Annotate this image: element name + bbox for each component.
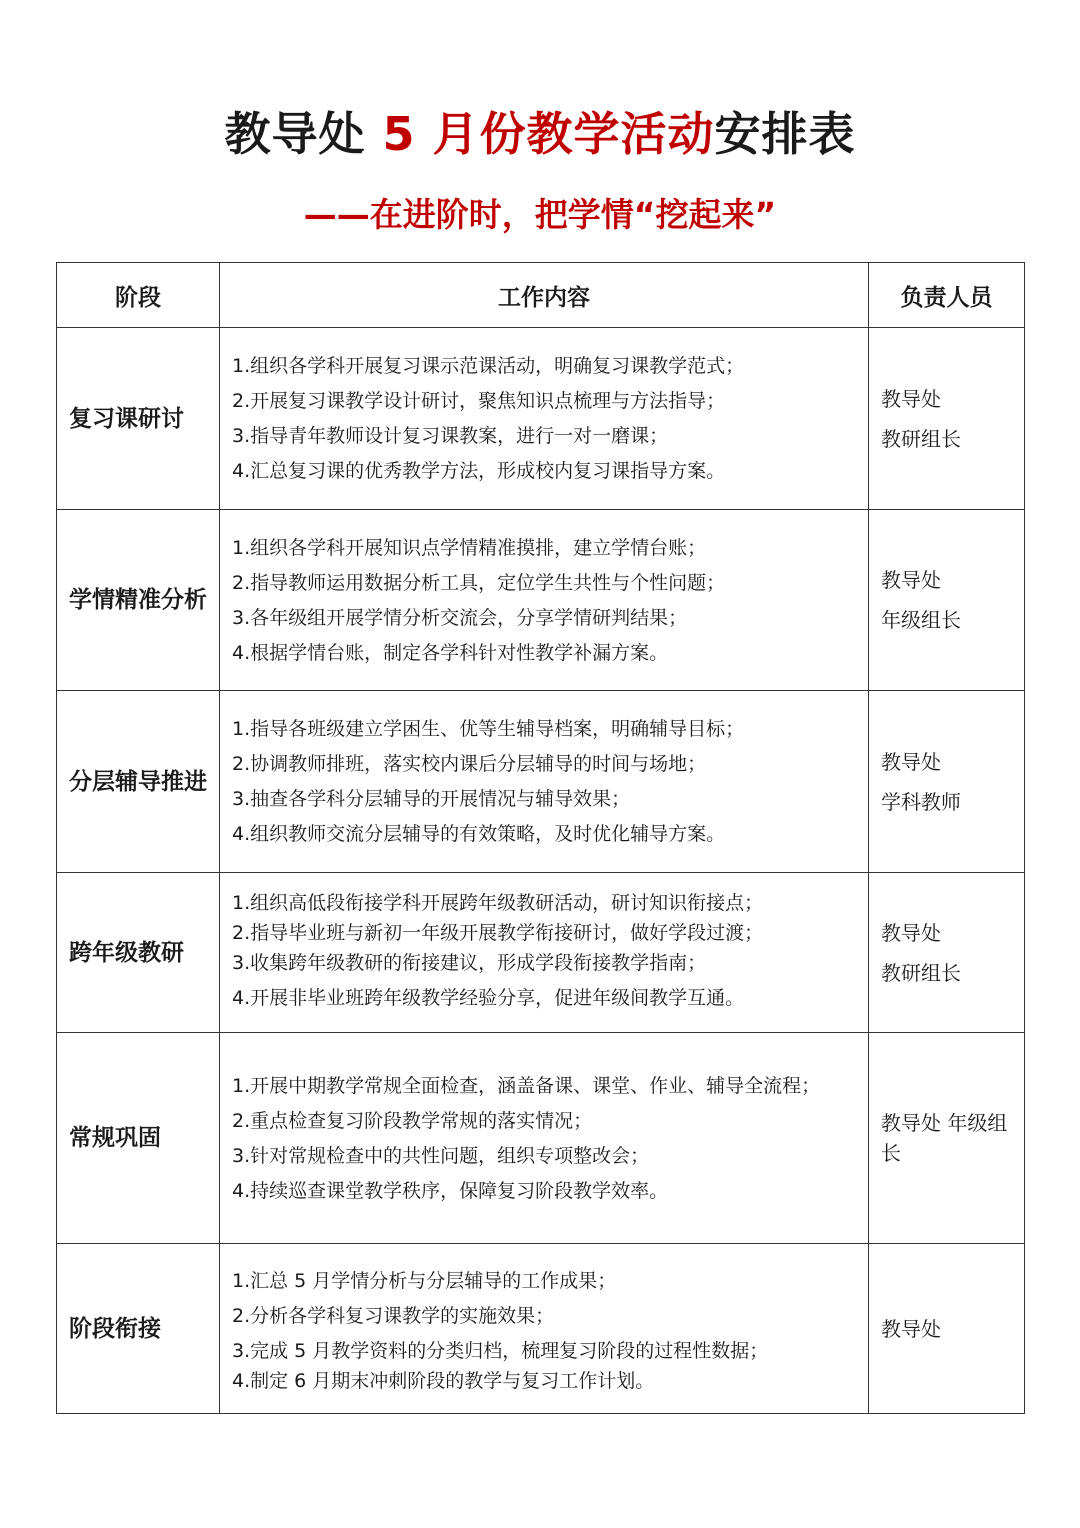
header-stage: 阶段: [57, 263, 220, 328]
task-item: 1.汇总 5 月学情分析与分层辅导的工作成果；: [232, 1270, 617, 1292]
owner-cell: [869, 510, 1025, 691]
task-item: 1.开展中期教学常规全面检查，涵盖备课、课堂、作业、辅导全流程；: [232, 1074, 821, 1097]
task-item: 1.指导各班级建立学困生、优等生辅导档案，明确辅导目标；: [232, 718, 745, 740]
task-item: 3.针对常规检查中的共性问题，组织专项整改会；: [232, 1144, 650, 1167]
task-item: 2.分析各学科复习课教学的实施效果；: [232, 1305, 555, 1327]
task-item: 1.组织各学科开展复习课示范课活动，明确复习课教学范式；: [232, 355, 745, 377]
stage-cell: 跨年级教研: [57, 873, 220, 1033]
task-item: 4.根据学情台账，制定各学科针对性教学补漏方案。: [232, 641, 669, 664]
task-item: 2.重点检查复习阶段教学常规的落实情况；: [232, 1109, 593, 1132]
table-header-row: [57, 263, 1025, 328]
stage-cell: 分层辅导推进: [57, 691, 220, 873]
owner-name: 教研组长: [881, 426, 961, 451]
stage-cell: 阶段衔接: [57, 1244, 220, 1414]
table-row: [57, 328, 1025, 510]
title-prefix: 教导处: [224, 107, 383, 161]
content-cell: [220, 873, 869, 1033]
table-row: [57, 1244, 1025, 1414]
owner-name: 教导处: [881, 1316, 941, 1341]
title-highlight: 5 月份教学活动: [382, 107, 715, 161]
title-suffix: 安排表: [714, 107, 856, 161]
content-cell: [220, 691, 869, 873]
owner-cell: [869, 1244, 1025, 1414]
owner-cell: [869, 1033, 1025, 1244]
content-cell: [220, 1244, 869, 1414]
table-row: [57, 1033, 1025, 1244]
task-item: 3.完成 5 月教学资料的分类归档，梳理复习阶段的过程性数据；: [232, 1340, 769, 1362]
owner-cell: [869, 873, 1025, 1033]
owner-name: 年级组长: [881, 608, 961, 632]
task-item: 4.开展非毕业班跨年级教学经验分享，促进年级间教学互通。: [232, 986, 745, 1009]
owner-name: 教研组长: [881, 960, 961, 985]
task-item: 3.指导青年教师设计复习课教案，进行一对一磨课；: [232, 425, 669, 447]
task-item: 2.指导毕业班与新初一年级开展教学衔接研讨，做好学段过渡；: [232, 921, 764, 944]
task-item: 3.各年级组开展学情分析交流会，分享学情研判结果；: [232, 606, 688, 629]
page-title: [0, 102, 1080, 166]
owner-name: 教导处: [881, 920, 941, 945]
task-item: 1.组织各学科开展知识点学情精准摸排，建立学情台账；: [232, 536, 707, 559]
task-item: 4.组织教师交流分层辅导的有效策略，及时优化辅导方案。: [232, 823, 726, 845]
page-subtitle: ——在进阶时，把学情“挖起来”: [303, 195, 777, 234]
stage-cell: 复习课研讨: [57, 328, 220, 510]
stage-cell: 学情精准分析: [57, 510, 220, 691]
content-cell: [220, 1033, 869, 1244]
owner-name: 教导处: [881, 749, 941, 774]
owner-name: 教导处: [881, 568, 941, 592]
content-cell: [220, 510, 869, 691]
table-row: [57, 691, 1025, 873]
owner-name: 教导处: [881, 386, 941, 411]
task-item: 2.开展复习课教学设计研讨，聚焦知识点梳理与方法指导；: [232, 390, 726, 412]
task-item: 4.汇总复习课的优秀教学方法，形成校内复习课指导方案。: [232, 460, 726, 482]
stage-cell: 常规巩固: [57, 1033, 220, 1244]
table-row: [57, 873, 1025, 1033]
table-row: [57, 510, 1025, 691]
schedule-table: [56, 262, 1025, 1414]
task-item: 2.指导教师运用数据分析工具，定位学生共性与个性问题；: [232, 571, 726, 594]
task-item: 4.制定 6 月期末冲刺阶段的教学与复习工作计划。: [232, 1370, 655, 1392]
header-content: 工作内容: [220, 263, 869, 328]
header-owner: 负责人员: [869, 263, 1025, 328]
owner-name: 教导处 年级组长: [881, 1111, 1008, 1165]
task-item: 3.收集跨年级教研的衔接建议，形成学段衔接教学指南；: [232, 951, 707, 974]
owner-cell: [869, 691, 1025, 873]
task-item: 1.组织高低段衔接学科开展跨年级教研活动，研讨知识衔接点；: [232, 891, 764, 914]
owner-name: 学科教师: [881, 789, 961, 814]
content-cell: [220, 328, 869, 510]
task-item: 3.抽查各学科分层辅导的开展情况与辅导效果；: [232, 788, 631, 810]
owner-cell: [869, 328, 1025, 510]
task-item: 2.协调教师排班，落实校内课后分层辅导的时间与场地；: [232, 753, 707, 775]
task-item: 4.持续巡查课堂教学秩序，保障复习阶段教学效率。: [232, 1179, 669, 1202]
